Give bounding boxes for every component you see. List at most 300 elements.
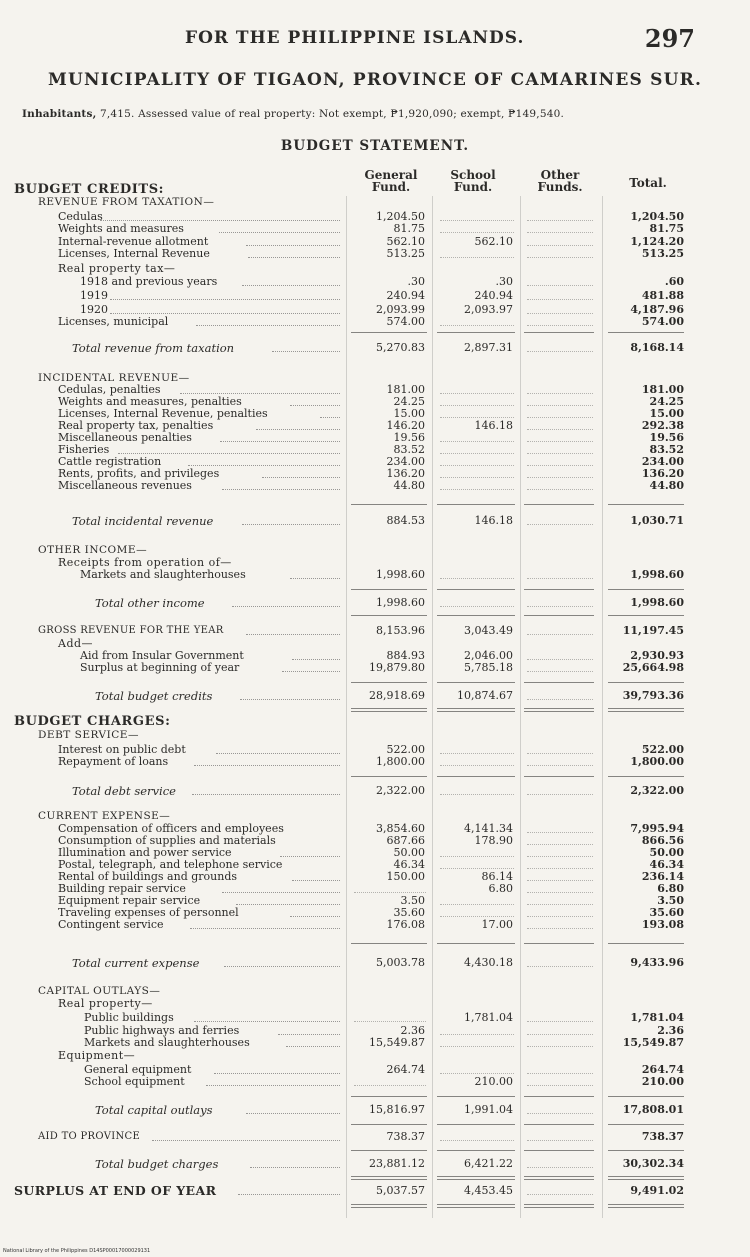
empty-cell	[527, 690, 593, 700]
dot-leader	[110, 304, 340, 314]
subtotal-rule	[437, 615, 515, 616]
empty-cell	[527, 957, 593, 967]
general-fund-value: 15,816.97	[369, 1103, 425, 1116]
table-row	[0, 919, 750, 931]
total-value: 30,302.34	[622, 1157, 684, 1170]
empty-cell	[440, 248, 514, 258]
total-value: 738.37	[641, 1130, 684, 1143]
subtotal-rule	[608, 1096, 684, 1097]
school-fund-value: 6,421.22	[464, 1157, 513, 1170]
dot-leader	[242, 276, 340, 286]
table-row	[0, 569, 750, 581]
column-header-other-line2: Funds.	[537, 180, 583, 194]
general-fund-value: 8,153.96	[376, 624, 425, 637]
empty-cell	[440, 744, 514, 754]
double-rule	[524, 1179, 594, 1180]
empty-cell	[354, 883, 426, 893]
empty-cell	[527, 847, 593, 857]
running-head	[0, 24, 750, 54]
total-value: 1,800.00	[630, 755, 684, 768]
total-row	[0, 515, 750, 527]
empty-cell	[527, 569, 593, 579]
empty-cell	[440, 456, 514, 466]
general-fund-value: 240.94	[386, 289, 425, 302]
school-fund-value: 240.94	[474, 289, 513, 302]
add-heading: Add—	[58, 637, 94, 650]
municipality-title: MUNICIPALITY OF TIGAON, PROVINCE OF CAMARINES SUR.	[47, 70, 703, 90]
total-row	[0, 1158, 750, 1170]
dot-leader	[292, 871, 340, 881]
double-rule	[437, 1179, 515, 1180]
empty-cell	[440, 1064, 514, 1074]
empty-cell	[440, 907, 514, 917]
dot-leader	[242, 515, 340, 525]
column-header-general	[356, 169, 426, 193]
empty-cell	[440, 569, 514, 579]
capital-outlays-heading: CAPITAL OUTLAYS—	[38, 985, 161, 997]
row-label: Cedulas	[58, 210, 103, 223]
empty-cell	[440, 597, 514, 607]
school-fund-value: 2,093.97	[464, 303, 513, 316]
double-rule	[608, 1179, 684, 1180]
double-rule	[524, 708, 594, 709]
general-fund-value: 181.00	[386, 383, 425, 396]
general-fund-value: 46.34	[393, 858, 425, 871]
column-header-school-line1: School	[450, 168, 496, 182]
total-value: 1,124.20	[630, 235, 684, 248]
dot-leader	[190, 919, 340, 929]
dot-leader	[220, 432, 340, 442]
double-rule	[608, 1207, 684, 1208]
empty-cell	[440, 1025, 514, 1035]
empty-cell	[527, 907, 593, 917]
dot-leader	[246, 1104, 340, 1114]
general-fund-value: 3.50	[400, 894, 425, 907]
empty-cell	[354, 1076, 426, 1086]
subtotal-rule	[437, 504, 515, 505]
general-fund-value: 1,998.60	[376, 568, 425, 581]
empty-cell	[527, 1104, 593, 1114]
empty-cell	[440, 480, 514, 490]
double-rule	[351, 1207, 427, 1208]
double-rule	[524, 1204, 594, 1205]
total-value: 8,168.14	[630, 341, 684, 354]
subtotal-rule	[524, 615, 594, 616]
general-fund-value: 884.53	[386, 514, 425, 527]
row-label: Miscellaneous penalties	[58, 431, 192, 444]
row-label: Total revenue from taxation	[72, 341, 235, 355]
empty-cell	[527, 304, 593, 314]
row-label: Surplus at beginning of year	[80, 661, 240, 674]
total-value: 866.56	[641, 834, 684, 847]
subtotal-rule	[437, 1124, 515, 1125]
general-fund-value: 50.00	[393, 846, 425, 859]
total-value: 3.50	[657, 894, 684, 907]
empty-cell	[440, 859, 514, 869]
column-header-school	[438, 169, 508, 193]
table-row	[0, 1131, 750, 1143]
dot-leader	[240, 690, 340, 700]
dot-leader	[236, 895, 340, 905]
general-fund-value: 1,998.60	[376, 596, 425, 609]
empty-cell	[440, 785, 514, 795]
school-fund-value: 6.80	[488, 882, 513, 895]
row-label: Aid from Insular Government	[80, 649, 244, 662]
empty-cell	[527, 408, 593, 418]
total-value: 4,187.96	[630, 303, 684, 316]
dot-leader	[232, 597, 340, 607]
row-label: Total current expense	[72, 956, 200, 970]
school-fund-value: 1,781.04	[464, 1011, 513, 1024]
row-label: Total capital outlays	[95, 1103, 213, 1117]
row-label: Traveling expenses of personnel	[58, 906, 239, 919]
general-fund-value: 513.25	[386, 247, 425, 260]
empty-cell	[527, 859, 593, 869]
total-value: .60	[664, 275, 684, 288]
row-label: Illumination and power service	[58, 846, 232, 859]
row-label: Real property tax, penalties	[58, 419, 214, 432]
general-fund-value: 264.74	[386, 1063, 425, 1076]
general-fund-value: 24.25	[393, 395, 425, 408]
row-label: Markets and slaughterhouses	[80, 568, 246, 581]
dot-leader	[152, 1131, 340, 1141]
empty-cell	[527, 597, 593, 607]
subtotal-rule	[351, 682, 427, 683]
total-row	[0, 342, 750, 354]
empty-cell	[527, 316, 593, 326]
total-value: 50.00	[649, 846, 684, 859]
table-row	[0, 1076, 750, 1088]
total-value: 1,998.60	[630, 568, 684, 581]
dot-leader	[194, 756, 340, 766]
row-label: Equipment repair service	[58, 894, 201, 907]
empty-cell	[527, 444, 593, 454]
dot-leader	[219, 223, 340, 233]
dot-leader	[256, 420, 340, 430]
row-label: Total budget credits	[95, 689, 213, 703]
row-label: Licenses, Internal Revenue, penalties	[58, 407, 268, 420]
equipment-heading: Equipment—	[58, 1049, 136, 1062]
table-row	[0, 756, 750, 768]
empty-cell	[527, 744, 593, 754]
empty-cell	[527, 1076, 593, 1086]
total-value: 83.52	[649, 443, 684, 456]
empty-cell	[440, 444, 514, 454]
double-rule	[351, 1179, 427, 1180]
row-label: Markets and slaughterhouses	[84, 1036, 250, 1049]
empty-cell	[440, 756, 514, 766]
empty-cell	[440, 396, 514, 406]
double-rule	[437, 1204, 515, 1205]
school-fund-value: 86.14	[481, 870, 513, 883]
revenue-from-taxation-heading: REVENUE FROM TAXATION—	[38, 196, 215, 208]
row-label: Postal, telegraph, and telephone service	[58, 858, 283, 871]
double-rule	[608, 708, 684, 709]
total-value: 25,664.98	[622, 661, 684, 674]
budget-credits-heading: BUDGET CREDITS:	[14, 182, 165, 197]
total-value: 2,930.93	[630, 649, 684, 662]
school-fund-value: 146.18	[474, 514, 513, 527]
subtotal-rule	[437, 332, 515, 333]
total-value: 1,998.60	[630, 596, 684, 609]
general-fund-value: 150.00	[386, 870, 425, 883]
row-label: Building repair service	[58, 882, 186, 895]
school-fund-value: 210.00	[474, 1075, 513, 1088]
empty-cell	[527, 248, 593, 258]
inhabitants-label: Inhabitants,	[22, 108, 97, 120]
subtotal-rule	[524, 1124, 594, 1125]
empty-cell	[527, 384, 593, 394]
table-row	[0, 248, 750, 260]
total-value: 15,549.87	[622, 1036, 684, 1049]
total-value: 210.00	[641, 1075, 684, 1088]
general-fund-value: 738.37	[386, 1130, 425, 1143]
subtotal-rule	[351, 504, 427, 505]
total-value: 9,491.02	[630, 1184, 684, 1197]
empty-cell	[440, 847, 514, 857]
empty-cell	[527, 236, 593, 246]
dot-leader	[196, 316, 340, 326]
row-label: Rents, profits, and privileges	[58, 467, 220, 480]
general-fund-value: 3,854.60	[376, 822, 425, 835]
row-label: Internal-revenue allotment	[58, 235, 209, 248]
general-fund-value: 19.56	[393, 431, 425, 444]
total-value: 46.34	[649, 858, 684, 871]
empty-cell	[527, 1158, 593, 1168]
total-value: 181.00	[641, 383, 684, 396]
total-value: 2.36	[657, 1024, 684, 1037]
general-fund-value: 15.00	[393, 407, 425, 420]
subtotal-rule	[351, 615, 427, 616]
table-row	[0, 480, 750, 492]
row-label: 1919	[80, 289, 108, 302]
general-fund-value: 1,204.50	[376, 210, 425, 223]
empty-cell	[527, 342, 593, 352]
real-property-tax-heading: Real property tax—	[58, 262, 176, 275]
subtotal-rule	[351, 1150, 427, 1151]
empty-cell	[440, 211, 514, 221]
empty-cell	[440, 468, 514, 478]
subtotal-rule	[351, 589, 427, 590]
general-fund-value: 2,093.99	[376, 303, 425, 316]
table-row	[0, 316, 750, 328]
school-fund-value: 2,046.00	[464, 649, 513, 662]
total-row	[0, 597, 750, 609]
school-fund-value: 562.10	[474, 235, 513, 248]
dot-leader	[246, 625, 340, 635]
empty-cell	[440, 895, 514, 905]
empty-cell	[527, 785, 593, 795]
total-value: 193.08	[641, 918, 684, 931]
debt-service-heading: DEBT SERVICE—	[38, 729, 139, 741]
empty-cell	[527, 468, 593, 478]
dot-leader	[262, 468, 340, 478]
dot-leader	[110, 290, 340, 300]
general-fund-value: 23,881.12	[369, 1157, 425, 1170]
empty-cell	[527, 276, 593, 286]
school-fund-value: 10,874.67	[457, 689, 513, 702]
subtotal-rule	[524, 943, 594, 944]
general-fund-value: 1,800.00	[376, 755, 425, 768]
subtotal-rule	[524, 504, 594, 505]
total-value: 522.00	[641, 743, 684, 756]
total-row	[0, 957, 750, 969]
total-value: 15.00	[649, 407, 684, 420]
row-label: General equipment	[84, 1063, 192, 1076]
cap-real-property-heading: Real property—	[58, 997, 153, 1010]
total-value: 234.00	[641, 455, 684, 468]
dot-leader	[292, 650, 340, 660]
total-value: 136.20	[641, 467, 684, 480]
current-expense-heading: CURRENT EXPENSE—	[38, 810, 171, 822]
empty-cell	[527, 919, 593, 929]
empty-cell	[527, 515, 593, 525]
table-row	[0, 276, 750, 288]
total-value: 9,433.96	[630, 956, 684, 969]
total-value: 24.25	[649, 395, 684, 408]
total-value: 236.14	[641, 870, 684, 883]
total-value: 39,793.36	[622, 689, 684, 702]
subtotal-rule	[437, 943, 515, 944]
double-rule	[351, 711, 427, 712]
subtotal-rule	[351, 1124, 427, 1125]
table-row	[0, 1037, 750, 1049]
dot-leader	[194, 1012, 340, 1022]
row-label: 1920	[80, 303, 108, 316]
subtotal-rule	[351, 943, 427, 944]
general-fund-value: 884.93	[386, 649, 425, 662]
empty-cell	[354, 1012, 426, 1022]
school-fund-value: 4,141.34	[464, 822, 513, 835]
dot-leader	[222, 883, 340, 893]
subtotal-rule	[524, 589, 594, 590]
empty-cell	[527, 223, 593, 233]
running-title: FOR THE PHILIPPINE ISLANDS.	[185, 28, 525, 48]
dot-leader	[280, 847, 340, 857]
general-fund-value: 234.00	[386, 455, 425, 468]
general-fund-value: 687.66	[386, 834, 425, 847]
double-rule	[351, 1176, 427, 1177]
school-fund-value: 178.90	[474, 834, 513, 847]
general-fund-value: 19,879.80	[369, 661, 425, 674]
subtotal-rule	[524, 776, 594, 777]
empty-cell	[527, 650, 593, 660]
column-header-general-line1: General	[364, 168, 418, 182]
empty-cell	[527, 290, 593, 300]
row-label: Total budget charges	[95, 1157, 219, 1171]
row-label: Total incidental revenue	[72, 514, 214, 528]
property-assessment: Assessed value of real property: Not exempt, ₱1,920,090; exempt, ₱149,540.	[138, 108, 564, 120]
empty-cell	[527, 1025, 593, 1035]
subtotal-rule	[437, 682, 515, 683]
subtotal-rule	[608, 1150, 684, 1151]
general-fund-value: 5,270.83	[376, 341, 425, 354]
general-fund-value: 2.36	[400, 1024, 425, 1037]
empty-cell	[527, 1185, 593, 1195]
dot-leader	[290, 569, 340, 579]
receipts-heading: Receipts from operation of—	[58, 556, 232, 569]
empty-cell	[527, 396, 593, 406]
general-fund-value: 28,918.69	[369, 689, 425, 702]
general-fund-value: 176.08	[386, 918, 425, 931]
dot-leader	[282, 662, 340, 672]
incidental-revenue-heading: INCIDENTAL REVENUE—	[38, 372, 190, 384]
row-label: Total debt service	[72, 784, 176, 798]
total-value: 481.88	[641, 289, 684, 302]
row-label: Cedulas, penalties	[58, 383, 161, 396]
empty-cell	[440, 223, 514, 233]
empty-cell	[527, 823, 593, 833]
dot-leader	[224, 957, 340, 967]
empty-cell	[527, 871, 593, 881]
row-label: 1918 and previous years	[80, 275, 218, 288]
subtotal-rule	[351, 332, 427, 333]
empty-cell	[440, 1037, 514, 1047]
column-header-school-line2: Fund.	[453, 180, 493, 194]
empty-cell	[527, 662, 593, 672]
subtotal-rule	[608, 504, 684, 505]
empty-cell	[527, 883, 593, 893]
subtotal-rule	[524, 1150, 594, 1151]
total-value: 513.25	[641, 247, 684, 260]
row-label: Consumption of supplies and materials	[58, 834, 276, 847]
empty-cell	[527, 625, 593, 635]
dot-leader	[320, 408, 340, 418]
row-label: Total other income	[95, 596, 205, 610]
school-fund-value: 4,430.18	[464, 956, 513, 969]
dot-leader	[238, 1185, 340, 1195]
double-rule	[524, 1176, 594, 1177]
general-fund-value: 5,003.78	[376, 956, 425, 969]
double-rule	[351, 708, 427, 709]
table-row	[0, 432, 750, 444]
total-row	[0, 1104, 750, 1116]
row-label: Licenses, municipal	[58, 315, 169, 328]
general-fund-value: 15,549.87	[369, 1036, 425, 1049]
row-label: Repayment of loans	[58, 755, 169, 768]
double-rule	[437, 1176, 515, 1177]
empty-cell	[527, 1037, 593, 1047]
double-rule	[437, 1207, 515, 1208]
surplus-row	[0, 1185, 750, 1199]
total-value: 1,204.50	[630, 210, 684, 223]
double-rule	[608, 1204, 684, 1205]
row-label: Contingent service	[58, 918, 164, 931]
row-label: Compensation of officers and employees	[58, 822, 284, 835]
subtotal-rule	[351, 1096, 427, 1097]
row-label: Cattle registration	[58, 455, 162, 468]
inhabitants-value: 7,415.	[99, 108, 135, 120]
school-fund-value: 3,043.49	[464, 624, 513, 637]
total-value: 264.74	[641, 1063, 684, 1076]
subtotal-rule	[437, 1096, 515, 1097]
total-value: 292.38	[641, 419, 684, 432]
empty-cell	[527, 835, 593, 845]
empty-cell	[440, 432, 514, 442]
row-label: Fisheries	[58, 443, 110, 456]
general-fund-value: 2,322.00	[376, 784, 425, 797]
school-fund-value: .30	[495, 275, 513, 288]
school-fund-value: 146.18	[474, 419, 513, 432]
total-value: 11,197.45	[622, 624, 684, 637]
total-value: 17,808.01	[622, 1103, 684, 1116]
total-value: 19.56	[649, 431, 684, 444]
empty-cell	[440, 316, 514, 326]
subtotal-rule	[608, 589, 684, 590]
table-row	[0, 290, 750, 302]
empty-cell	[527, 756, 593, 766]
school-fund-value: 4,453.45	[464, 1184, 513, 1197]
